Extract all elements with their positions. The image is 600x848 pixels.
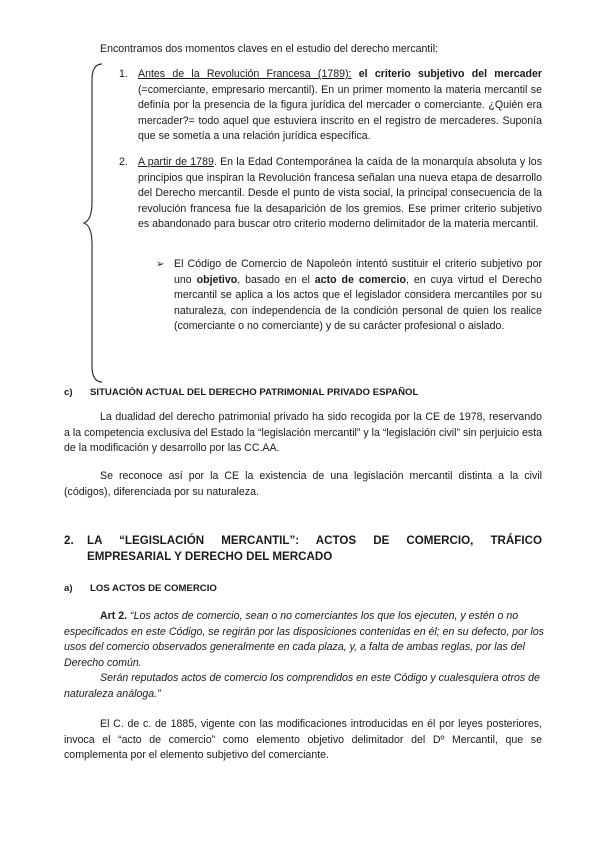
section-a-label: a) [64, 583, 73, 594]
section-c-paragraph-1: La dualidad del derecho patrimonial privado ha sido recogida por la CE de 1978, reservando a la competencia exclusiva del Estado la “legislación mercantil” y la “legislación civil” sin perjuicio esta de la modificación y desarrollo por las CC.AA. [64, 411, 542, 454]
list-item-2-label: A partir de 1789 [138, 156, 214, 168]
section-2-heading: LA “LEGISLACIÓN MERCANTIL”: ACTOS DE COMERCIO, TRÁFICO EMPRESARIAL Y DERECHO DEL MERCADO [87, 534, 542, 563]
article-quote [64, 609, 544, 671]
section-c-label: c) [64, 387, 73, 398]
sub-bullet-text-1: El Código de Comercio de Napoleón intentó sustituir el criterio subjetivo por uno [174, 258, 542, 286]
section-c-paragraph-2: Se reconoce así por la CE la existencia de una legislación mercantil distinta a la civil (códigos), diferenciada por su naturaleza. [64, 470, 542, 498]
article-quote-2: Serán reputados actos de comercio los comprendidos en este Código y cualesquiera otros de naturaleza análoga.” [64, 672, 540, 700]
sub-bullet-text-2: , basado en el [237, 273, 315, 286]
list-number-1: 1. [119, 68, 128, 80]
arrow-bullet-icon: ➢ [156, 259, 165, 270]
sub-bullet-bold-1: objetivo [196, 273, 238, 286]
list-item-1-text: (=comerciante, empresario mercantil). En un primer momento la materia mercantil se definía por la presencia de la figura jurídica del mercader o comerciante. ¿Quién era mercader?= todo aquel que estuviera inscrito en el registro de mercaderes. Suponía que se sometía a una relación jurídica específica. [138, 83, 542, 142]
article-label: Art 2. [100, 610, 128, 622]
list-number-2: 2. [119, 156, 128, 168]
list-item-1-bold: el criterio subjetivo del mercader [358, 68, 542, 80]
curly-brace [82, 62, 104, 384]
section-a-heading: LOS ACTOS DE COMERCIO [90, 583, 217, 594]
sub-bullet-paragraph [174, 257, 542, 335]
section-c-heading: SITUACIÓN ACTUAL DEL DERECHO PATRIMONIAL PRIVADO ESPAÑOL [90, 387, 419, 398]
sub-bullet-bold-2: acto de comercio [314, 273, 406, 286]
sub-bullet-text-3: , en cuya virtud el Derecho mercantil se aplica a los actos que el legislador considera mercantiles por su naturaleza, con independencia de la condición personal de quien los realice (comerciante o no comerciante) y de su carácter profesional o aislado. [174, 273, 542, 332]
list-item-1 [138, 67, 542, 145]
article-quote-text-1: “Los actos de comercio, sean o no comerciantes los que los ejecuten, y estén o no especificados en este Código, se regirán por las disposiciones contenidas en él; en su defecto, por los usos del comercio observados generalmente en cada plaza, y, a falta de ambas reglas, por las del Derecho común. [64, 610, 544, 669]
section-2-number: 2. [64, 534, 74, 547]
final-paragraph: El C. de c. de 1885, vigente con las modificaciones introducidas en él por leyes posteriores, invoca el “acto de comercio” como elemento objetivo delimitador del Dº Mercantil, que se complementa por el elemento subjetivo del comerciante. [64, 718, 542, 761]
intro-paragraph: Encontramos dos momentos claves en el estudio del derecho mercantil: [100, 43, 438, 55]
list-item-2-text: . En la Edad Contemporánea la caída de la monarquía absoluta y los principios que inspiran la Revolución francesa señalan una nueva etapa de desarrollo del Derecho mercantil. Desde el punto de vista social, la principal consecuencia de la revolución francesa fue la desaparición de los gremios. Ese primer criterio subjetivo es abandonado para buscar otro criterio moderno delimitador de la materia mercantil. [138, 156, 542, 230]
list-item-1-label: Antes de la Revolución Francesa (1789): [138, 68, 352, 80]
list-item-2 [138, 155, 542, 233]
